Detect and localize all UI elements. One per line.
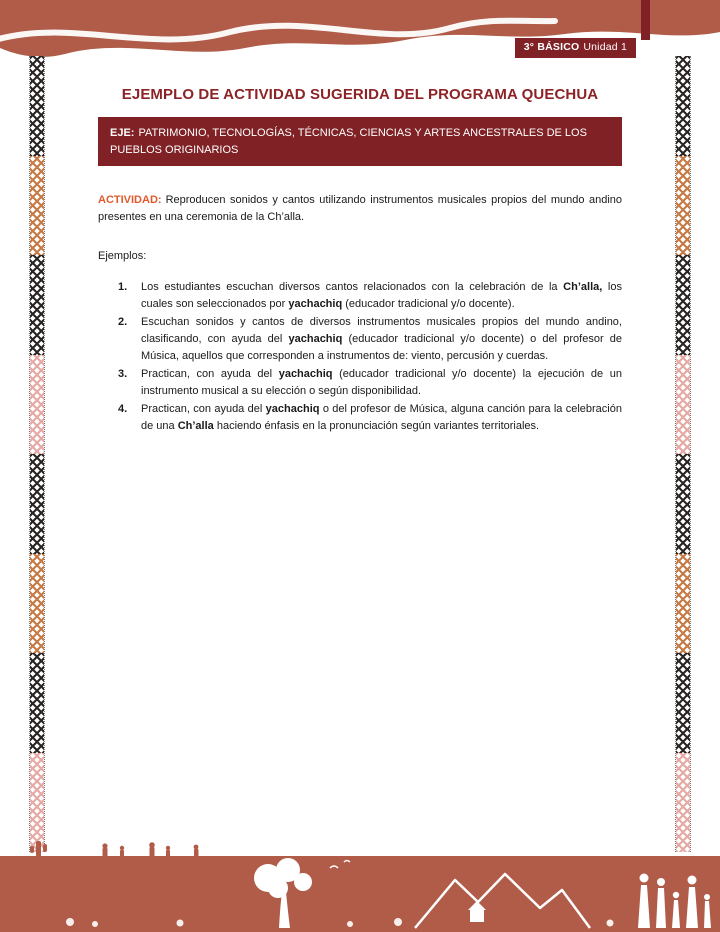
list-item-text: [141, 314, 622, 365]
small-figures-icon: [102, 842, 198, 857]
eje-banner: [98, 117, 622, 166]
actividad-text: Reproducen sonidos y cantos utilizando instrumentos musicales propios del mundo andino presentes en una ceremonia de la Ch’alla.: [98, 194, 622, 224]
actividad-label: ACTIVIDAD:: [98, 194, 162, 206]
textile-segment: [676, 454, 690, 554]
badge-tab: [641, 0, 650, 40]
textile-segment: [30, 255, 44, 355]
left-textile-border: [29, 56, 45, 852]
list-item: [118, 401, 622, 435]
textile-segment: [676, 255, 690, 355]
list-item-number: 3.: [118, 368, 128, 381]
list-item: [118, 279, 622, 313]
list-item-number: 1.: [118, 281, 128, 294]
unit-badge-grade: 3° BÁSICO: [523, 41, 580, 53]
text-segment: Practican, con ayuda del: [141, 403, 266, 416]
page-title: EJEMPLO DE ACTIVIDAD SUGERIDA DEL PROGRAMA QUECHUA: [121, 86, 599, 103]
list-item-text: [141, 279, 622, 313]
unit-badge-unit: Unidad 1: [583, 41, 627, 53]
text-segment: o del profesor de Música, alguna canción para la celebración de una: [141, 403, 622, 433]
text-segment: Ch’alla: [177, 420, 214, 433]
text-segment: Escuchan sonidos y cantos de diversos instrumentos musicales propios del mundo andino, clasificando, con ayuda del: [141, 316, 622, 346]
textile-segment: [30, 156, 44, 256]
list-item: [118, 314, 622, 365]
text-segment: yachachiq: [288, 298, 343, 311]
text-segment: (educador tradicional y/o docente) o del profesor de Música, aquellos que corresponden a instrumentos de: viento, percusión y cuerdas.: [141, 333, 622, 363]
text-segment: (educador tradicional y/o docente).: [342, 298, 515, 311]
textile-segment: [30, 454, 44, 554]
textile-segment: [30, 56, 44, 156]
text-segment: haciendo énfasis en la pronunciación según variantes territoriales.: [213, 420, 540, 433]
textile-segment: [676, 554, 690, 654]
cactus-icon: [30, 841, 47, 857]
textile-segment: [30, 653, 44, 753]
list-item-text: [141, 401, 622, 435]
actividad-paragraph: [98, 192, 622, 226]
textile-segment: [30, 355, 44, 455]
textile-segment: [676, 56, 690, 156]
content-area: [98, 86, 622, 437]
ejemplos-list: [98, 279, 622, 435]
text-segment: Ch’alla,: [563, 281, 603, 294]
text-segment: (educador tradicional y/o docente) la ejecución de un instrumento musical a su elección o según disponibilidad.: [141, 368, 622, 398]
ejemplos-heading: Ejemplos:: [98, 250, 147, 263]
text-segment: yachachiq: [265, 403, 320, 416]
list-item: [118, 366, 622, 400]
text-segment: Los estudiantes escuchan diversos cantos relacionados con la celebración de la: [141, 281, 564, 294]
text-segment: yachachiq: [278, 368, 333, 381]
textile-segment: [676, 753, 690, 853]
list-item-text: [141, 366, 622, 400]
textile-segment: [676, 355, 690, 455]
textile-segment: [30, 753, 44, 853]
textile-segment: [676, 156, 690, 256]
text-segment: Practican, con ayuda del: [141, 368, 279, 381]
eje-label: EJE:: [110, 127, 135, 139]
textile-segment: [30, 554, 44, 654]
textile-segment: [676, 653, 690, 753]
text-segment: yachachiq: [288, 333, 343, 346]
eje-text: PATRIMONIO, TECNOLOGÍAS, TÉCNICAS, CIENCIAS Y ARTES ANCESTRALES DE LOS PUEBLOS ORIGINARIOS: [110, 127, 587, 156]
bottom-landscape-band: [0, 840, 720, 932]
right-textile-border: [675, 56, 691, 852]
list-item-number: 4.: [118, 403, 128, 416]
list-item-number: 2.: [118, 316, 128, 329]
unit-badge: [514, 37, 637, 59]
text-segment: los cuales son seleccionados por: [141, 281, 622, 311]
